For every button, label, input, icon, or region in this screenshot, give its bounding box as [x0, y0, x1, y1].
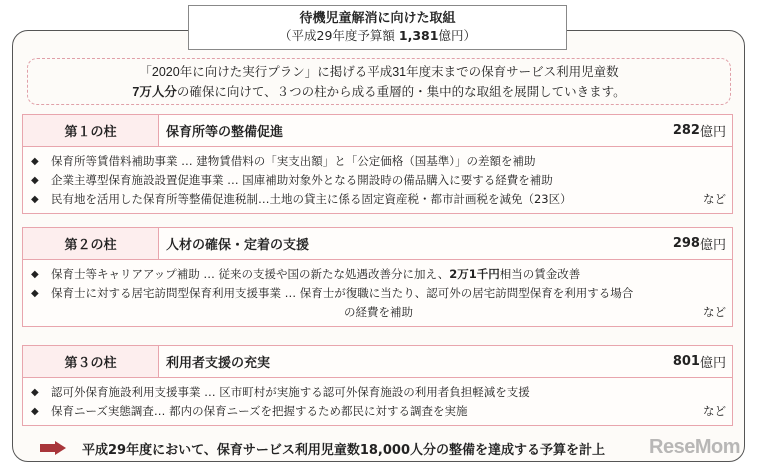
pillar-items [23, 378, 732, 425]
etc-label: など [703, 305, 726, 319]
pillar-header [23, 228, 732, 260]
pillar-amount: 801 億円 [673, 346, 732, 377]
conclusion [40, 437, 740, 459]
budget-subtitle: （平成29年度予算額 1,381億円） [279, 28, 476, 43]
pillar-amount: 298 億円 [673, 228, 732, 259]
page-title: 待機児童解消に向けた取組 [299, 11, 456, 26]
list-item: ◆ 保育士等キャリアアップ補助 … 従来の支援や国の新たな処遇改善分に加え、2万1千円相当の賃金改善 [31, 265, 726, 284]
list-item: ◆ 保育ニーズ実態調査… 都内の保育ニーズを把握するため都民に対する調査を実施 など [31, 402, 726, 421]
watermark-logo: ReseMom [649, 436, 740, 458]
title-box [188, 5, 567, 50]
pillar-2-section [22, 227, 733, 327]
list-item: ◆ 保育所等賃借料補助事業 … 建物賃借料の「実支出額」と「公定価格（国基準）」の差額を補助 [31, 152, 726, 171]
pillar-title: 保育所等の整備促進 [159, 115, 673, 146]
pillar-label: 第１の柱 [23, 115, 159, 146]
diamond-bullet-icon: ◆ [31, 406, 39, 417]
pillar-items [23, 147, 732, 213]
diamond-bullet-icon: ◆ [31, 269, 39, 280]
pillar-title: 利用者支援の充実 [159, 346, 673, 377]
diamond-bullet-icon: ◆ [31, 194, 39, 205]
diamond-bullet-icon: ◆ [31, 175, 39, 186]
etc-label: など [703, 404, 726, 418]
pillar-label: 第２の柱 [23, 228, 159, 259]
list-item: ◆ 民有地を活用した保育所等整備促進税制…土地の貸主に係る固定資産税・都市計画税を減免（23区） など [31, 190, 726, 209]
pillar-1-section [22, 114, 733, 214]
pillar-items [23, 260, 732, 326]
pillar-title: 人材の確保・定着の支援 [159, 228, 673, 259]
pillar-header [23, 346, 732, 378]
diamond-bullet-icon: ◆ [31, 288, 39, 299]
list-item: ◆ 保育士に対する居宅訪問型保育利用支援事業 … 保育士が復職に当たり、認可外の居宅訪問型保育を利用する場合 [31, 284, 726, 303]
list-item-continuation: の経費を補助 など [31, 303, 726, 322]
pillar-3-section [22, 345, 733, 426]
pillar-header [23, 115, 732, 147]
conclusion-text: 平成29年度において、保育サービス利用児童数18,000人分の整備を達成する予算を計上 [82, 442, 605, 458]
intro-box [27, 58, 731, 105]
pillar-label: 第３の柱 [23, 346, 159, 377]
total-budget: 1,381 [398, 28, 439, 43]
intro-line-2: 7万人分の確保に向けて、３つの柱から成る重層的・集中的な取組を展開していきます。 [132, 85, 626, 99]
list-item: ◆ 認可外保育施設利用支援事業 … 区市町村が実施する認可外保育施設の利用者負担軽減を支援 [31, 383, 726, 402]
diamond-bullet-icon: ◆ [31, 156, 39, 167]
diamond-bullet-icon: ◆ [31, 387, 39, 398]
list-item: ◆ 企業主導型保育施設設置促進事業 … 国庫補助対象外となる開設時の備品購入に要する経費を補助 [31, 171, 726, 190]
intro-line-1: 「2020年に向けた実行プラン」に掲げる平成31年度末までの保育サービス利用児童数 [139, 65, 619, 79]
right-arrow-icon [40, 441, 66, 455]
pillar-amount: 282 億円 [673, 115, 732, 146]
etc-label: など [703, 192, 726, 206]
